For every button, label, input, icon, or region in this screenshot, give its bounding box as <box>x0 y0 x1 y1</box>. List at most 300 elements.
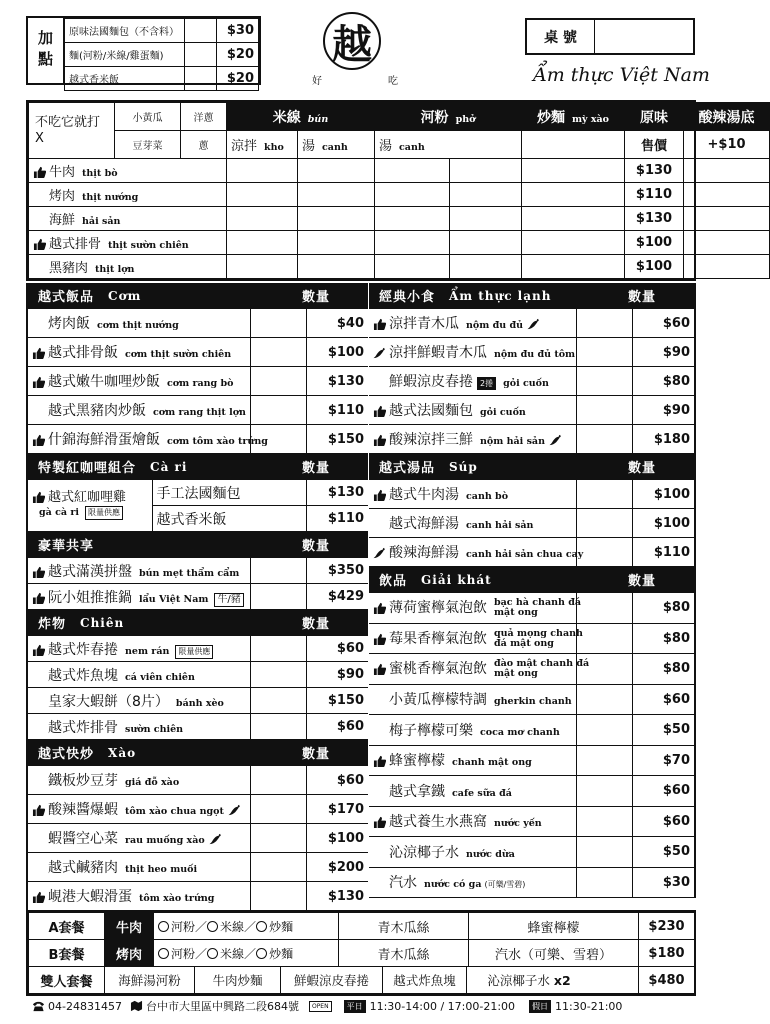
label: 限量供應 <box>85 506 123 520</box>
qty-cell[interactable] <box>576 509 632 538</box>
price: $130 <box>306 367 368 396</box>
label: 沁涼椰子水 <box>389 844 459 861</box>
noodle-qty-cell[interactable] <box>522 231 625 255</box>
label: 沁涼椰子水 <box>487 973 550 988</box>
menu-item <box>28 688 368 714</box>
vietnamese-name: canh bò <box>466 491 509 502</box>
qty-cell[interactable] <box>250 584 306 610</box>
cell <box>28 584 250 610</box>
price: $90 <box>632 338 694 367</box>
qty-cell[interactable] <box>576 367 632 396</box>
spicy-qty-cell[interactable] <box>684 255 770 279</box>
menu-item <box>28 714 368 740</box>
qty-cell[interactable] <box>250 309 306 338</box>
left-column <box>26 283 368 911</box>
qty-cell[interactable] <box>576 309 632 338</box>
thumbs-up-icon <box>373 633 386 645</box>
open-sign-icon: OPEN <box>309 1001 332 1012</box>
cell <box>28 853 250 882</box>
noodle-qty-cell[interactable] <box>375 255 450 279</box>
noodle-row <box>29 231 770 255</box>
label: 越式排骨飯 <box>48 345 118 361</box>
noodle-qty-cell[interactable] <box>522 183 625 207</box>
weekday-hours: 11:30-14:00 / 17:00-21:00 <box>369 999 516 1013</box>
vietnamese-name: nem rán <box>125 645 170 657</box>
col-bun: 米線 bún <box>227 103 375 131</box>
qty-cell[interactable] <box>576 538 632 567</box>
label: 越式法國麵包 <box>389 403 473 419</box>
cell: 河粉／ 米線／ 炒麵 <box>154 913 339 940</box>
qty-cell[interactable] <box>576 593 632 624</box>
label: 鮮蝦涼皮春捲 <box>389 374 473 390</box>
noodle-choice-circle[interactable] <box>256 948 267 959</box>
price: $80 <box>632 593 694 624</box>
cell <box>369 480 576 509</box>
label: 青木瓜絲 <box>339 940 469 967</box>
label: 炒麵 <box>269 919 294 934</box>
label: 小黃瓜檸檬特調 <box>389 692 487 709</box>
noodle-qty-cell[interactable] <box>450 183 522 207</box>
vietnamese-name: đào mật chanh đá <box>494 658 590 670</box>
noodle-qty-cell[interactable] <box>375 231 450 255</box>
cell <box>369 745 576 776</box>
addon-row <box>65 67 259 91</box>
chili-pepper-icon <box>549 434 562 446</box>
qty-cell[interactable] <box>250 824 306 853</box>
noodle-qty-cell[interactable] <box>450 159 522 183</box>
label: 越式排骨 <box>49 237 102 252</box>
noodle-price: $110 <box>625 183 684 207</box>
menu-item <box>369 309 694 338</box>
qty-label: 數量 <box>301 539 330 554</box>
vietnamese-name: giá đỗ xào <box>125 777 180 788</box>
qty-cell[interactable] <box>576 806 632 837</box>
noodle-qty-cell[interactable] <box>450 255 522 279</box>
price: $60 <box>632 309 694 338</box>
addon-price: $30 <box>217 19 259 43</box>
label: 酸辣醬爆蝦 <box>48 802 118 818</box>
qty-cell[interactable] <box>250 396 306 425</box>
label: 米線 <box>220 919 245 934</box>
qty-cell[interactable] <box>250 338 306 367</box>
price: $429 <box>306 584 368 610</box>
col-original: 原味 <box>625 103 684 131</box>
spicy-qty-cell[interactable] <box>684 183 770 207</box>
vietnamese-name: nộm hải sản <box>480 436 545 447</box>
vietnamese-name: tôm xào trứng <box>139 893 215 904</box>
thumbs-up-icon <box>373 602 386 614</box>
phone-number: 04-24831457 <box>48 999 122 1013</box>
label: 飲品 <box>379 574 408 589</box>
qty-cell[interactable] <box>250 766 306 795</box>
vietnamese-name: thịt bò <box>82 168 118 179</box>
veg-cucumber[interactable]: 小黃瓜 <box>115 103 181 131</box>
price: $60 <box>632 684 694 715</box>
label: 黑豬肉 <box>49 261 89 276</box>
cell <box>28 558 250 584</box>
label: 牛/豬 <box>214 593 243 607</box>
label: 蜜桃香檸氣泡飲 <box>389 661 487 678</box>
vietnamese-name: Súp <box>449 459 478 474</box>
cell <box>369 338 576 367</box>
set-meals <box>26 910 696 996</box>
label: 涼拌青木瓜 <box>389 316 459 332</box>
brand-name: Ẩm thực Việt Nam <box>533 64 710 86</box>
chili-pepper-icon <box>373 347 386 359</box>
qty-cell[interactable] <box>576 867 632 898</box>
qty-cell[interactable] <box>576 684 632 715</box>
menu-item <box>369 806 694 837</box>
cell <box>28 636 250 662</box>
vietnamese-name: đá mật ong <box>494 637 554 649</box>
menu-item <box>369 837 694 868</box>
price: $480 <box>639 967 695 994</box>
price: $110 <box>632 538 694 567</box>
rice-header <box>28 283 368 308</box>
label: 什錦海鮮滑蛋燴飯 <box>48 432 160 448</box>
noodle-grid <box>26 100 755 281</box>
label: gà cà ri <box>39 507 79 518</box>
price: $130 <box>306 882 368 911</box>
label: 河粉 <box>171 919 196 934</box>
price: $100 <box>632 509 694 538</box>
menu-item <box>28 396 368 425</box>
addon-row <box>65 43 259 67</box>
veg-onion[interactable]: 洋蔥 <box>181 103 227 131</box>
noodle-qty-cell[interactable] <box>227 231 298 255</box>
qty-cell[interactable] <box>250 688 306 714</box>
menu-item <box>369 338 694 367</box>
stirfry-header <box>28 740 368 765</box>
menu-item <box>369 867 694 898</box>
qty-cell[interactable] <box>576 776 632 807</box>
qty-cell[interactable] <box>250 367 306 396</box>
addon-price: $20 <box>217 43 259 67</box>
noodle-qty-cell[interactable] <box>450 231 522 255</box>
price: $90 <box>306 662 368 688</box>
label: 越式鹹豬肉 <box>48 860 118 876</box>
label: 海鮮湯河粉 <box>118 973 181 988</box>
label: 越式牛肉湯 <box>389 487 459 503</box>
qty-cell[interactable] <box>250 714 306 740</box>
price: $230 <box>639 913 695 940</box>
curry-option[interactable]: 越式香米飯 <box>152 506 306 532</box>
price: $110 <box>306 396 368 425</box>
table-number-box[interactable] <box>525 18 695 55</box>
set-row <box>29 913 695 940</box>
vietnamese-name: tôm xào chua ngọt <box>125 806 224 817</box>
label: 經典小食 <box>379 290 436 305</box>
vietnamese-name: mật ong <box>494 607 538 619</box>
menu-item <box>28 584 368 610</box>
label: 牛肉炒麵 <box>212 973 263 988</box>
qty-cell[interactable] <box>576 623 632 654</box>
price: $70 <box>632 745 694 776</box>
label: 越式炸春捲 <box>48 641 118 658</box>
cell <box>369 367 576 396</box>
noodle-choice-circle[interactable] <box>256 921 267 932</box>
price: $60 <box>306 766 368 795</box>
menu-item <box>28 636 368 662</box>
col-pho: 河粉 phở <box>375 103 522 131</box>
thumbs-up-icon <box>32 491 45 503</box>
qty-cell[interactable] <box>576 480 632 509</box>
noodle-qty-cell[interactable] <box>522 255 625 279</box>
curry-header <box>28 454 368 479</box>
price: $100 <box>306 338 368 367</box>
cell <box>369 715 576 746</box>
label: 酸辣海鮮湯 <box>389 545 459 561</box>
qty-label: 數量 <box>627 461 656 476</box>
menu-item <box>369 396 694 425</box>
cell <box>105 967 639 994</box>
addon-qty[interactable] <box>185 43 217 67</box>
cell <box>369 425 576 454</box>
spicy-qty-cell[interactable] <box>684 207 770 231</box>
cell <box>369 593 582 624</box>
label: 烤肉 <box>105 940 154 967</box>
qty-cell[interactable] <box>250 636 306 662</box>
noodle-choice-circle[interactable] <box>158 921 169 932</box>
snacks-header <box>369 283 694 308</box>
cell <box>29 159 227 183</box>
noodle-qty-cell[interactable] <box>522 207 625 231</box>
vietnamese-name: cá viên chiên <box>125 671 195 683</box>
addon-qty[interactable] <box>185 19 217 43</box>
cell <box>29 207 227 231</box>
thumbs-up-icon <box>32 347 45 359</box>
label: 酸辣涼拌三鮮 <box>389 432 473 448</box>
noodle-qty-cell[interactable] <box>522 159 625 183</box>
cell <box>28 882 250 911</box>
cell <box>28 338 250 367</box>
noodle-qty-cell[interactable] <box>375 183 450 207</box>
price: $80 <box>632 623 694 654</box>
addon-box <box>26 16 261 85</box>
label: 越式炸排骨 <box>48 719 118 736</box>
qty-cell[interactable] <box>250 795 306 824</box>
vietnamese-name: Giải khát <box>421 572 492 587</box>
vietnamese-name: chanh mật ong <box>452 757 532 769</box>
thumbs-up-icon <box>33 238 46 250</box>
cell <box>28 662 250 688</box>
noodle-row <box>29 183 770 207</box>
price: $180 <box>639 940 695 967</box>
weekday-label: 平日 <box>344 1000 366 1013</box>
deluxe-header <box>28 532 368 557</box>
label: 越式養生水燕窩 <box>389 814 487 831</box>
label: 米線 <box>220 946 245 961</box>
noodle-price: $100 <box>625 255 684 279</box>
vietnamese-name: cơm thịt sườn chiên <box>125 349 232 360</box>
menu-item <box>369 367 694 396</box>
cell <box>28 795 250 824</box>
thumbs-up-icon <box>373 489 386 501</box>
vietnamese-name: nước yến <box>494 818 542 830</box>
vietnamese-name: gỏi cuốn <box>503 378 549 389</box>
vietnamese-name: nước dừa <box>466 848 515 860</box>
vietnamese-name: thịt sườn chiên <box>108 240 189 251</box>
vietnamese-name: canh hải sản <box>466 520 534 531</box>
vietnamese-name: bạc hà chanh đá <box>494 597 582 609</box>
vietnamese-name: nộm đu đủ <box>466 320 524 331</box>
qty-cell[interactable] <box>576 837 632 868</box>
menu-item <box>369 684 694 715</box>
label: A套餐 <box>29 913 105 940</box>
spicy-qty-cell[interactable] <box>684 159 770 183</box>
qty-label: 數量 <box>301 747 330 762</box>
noodle-qty-cell[interactable] <box>227 159 298 183</box>
curry-option[interactable]: 手工法國麵包 <box>152 480 306 506</box>
qty-cell[interactable] <box>250 853 306 882</box>
cell <box>28 309 250 338</box>
label: 涼拌鮮蝦青木瓜 <box>389 345 487 361</box>
label: 越式海鮮湯 <box>389 516 459 532</box>
noodle-qty-cell[interactable] <box>375 159 450 183</box>
addon-qty[interactable] <box>185 67 217 91</box>
thumbs-up-icon <box>373 434 386 446</box>
label: 蜂蜜檸檬 <box>389 753 445 770</box>
noodle-qty-cell[interactable] <box>227 207 298 231</box>
thumbs-up-icon <box>32 804 45 816</box>
qty-label: 數量 <box>301 461 330 476</box>
thumbs-up-icon <box>33 166 46 178</box>
logo-left-char: 好 <box>312 76 322 87</box>
label: 越式炸魚塊 <box>393 973 456 988</box>
price: $50 <box>632 837 694 868</box>
qty-label: 數量 <box>627 574 656 589</box>
logo-char: 越 <box>323 12 381 70</box>
qty-cell[interactable] <box>576 338 632 367</box>
vietnamese-name: gỏi cuốn <box>480 407 526 418</box>
menu-item <box>28 558 368 584</box>
cell: 河粉／ 米線／ 炒麵 <box>154 940 339 967</box>
vietnamese-name: canh hải sản chua cay <box>466 549 584 560</box>
noodle-price: $130 <box>625 159 684 183</box>
qty-cell[interactable] <box>250 882 306 911</box>
vietnamese-name: cơm thịt nướng <box>97 320 179 331</box>
vietnamese-name: thịt nướng <box>82 192 139 203</box>
price: $90 <box>632 396 694 425</box>
vietnamese-name: lẩu Việt Nam <box>139 593 209 605</box>
veg-scallion[interactable]: 蔥 <box>181 131 227 159</box>
cell <box>369 396 576 425</box>
col-myxao: 炒麵 mỳ xào <box>522 103 625 131</box>
price: $60 <box>632 806 694 837</box>
price: $110 <box>306 506 368 532</box>
noodle-qty-cell[interactable] <box>227 255 298 279</box>
qty-cell[interactable] <box>576 396 632 425</box>
logo <box>322 12 382 92</box>
label: 青木瓜絲 <box>339 913 469 940</box>
label: 梅子檸檬可樂 <box>389 722 473 739</box>
vietnamese-name: gherkin chanh <box>494 696 572 708</box>
menu-item <box>369 654 694 685</box>
veg-bean-sprout[interactable]: 豆芽菜 <box>115 131 181 159</box>
menu-item <box>369 480 694 509</box>
menu-item <box>369 593 694 624</box>
qty-cell[interactable] <box>250 662 306 688</box>
cell <box>28 480 152 532</box>
menu-item <box>28 766 368 795</box>
price: $60 <box>306 714 368 740</box>
price: $350 <box>306 558 368 584</box>
label: 越式飯品 <box>38 290 95 305</box>
addon-name: 原味法國麵包（不含料） <box>65 19 185 43</box>
noodle-choice-circle[interactable] <box>207 948 218 959</box>
noodle-qty-cell[interactable] <box>298 231 375 255</box>
vietnamese-name: Chiên <box>80 615 125 630</box>
spicy-extra: +$10 <box>684 131 770 159</box>
addon-name: 麵(河粉/米線/雞蛋麵) <box>65 43 185 67</box>
label: 河粉 <box>171 946 196 961</box>
cell <box>29 231 227 255</box>
qty-cell[interactable] <box>250 558 306 584</box>
label: 阮小姐推推鍋 <box>48 589 132 606</box>
chili-pepper-icon <box>209 833 222 845</box>
chili-pepper-icon <box>527 318 540 330</box>
noodle-choice-circle[interactable] <box>158 948 169 959</box>
noodle-qty-cell[interactable] <box>298 183 375 207</box>
price-label: 售價 <box>625 131 684 159</box>
vietnamese-name: cơm rang thịt lợn <box>153 407 246 418</box>
qty-cell[interactable] <box>576 715 632 746</box>
qty-cell[interactable] <box>576 745 632 776</box>
sub-col-pho-canh: 湯 canh <box>375 131 522 159</box>
noodle-qty-cell[interactable] <box>375 207 450 231</box>
menu-item <box>28 338 368 367</box>
noodle-choice-circle[interactable] <box>207 921 218 932</box>
menu-item <box>369 538 694 567</box>
vietnamese-name: cơm tôm xào trứng <box>167 436 268 447</box>
menu-item <box>28 309 368 338</box>
cell <box>28 714 250 740</box>
table-number-label: 桌 號 <box>527 20 595 53</box>
label: 雙人套餐 <box>29 967 105 994</box>
label: 越式快炒 <box>38 747 95 762</box>
noodle-qty-cell[interactable] <box>298 255 375 279</box>
label: 鐵板炒豆芽 <box>48 773 118 789</box>
cell <box>369 776 576 807</box>
vietnamese-name: (可樂/雪碧) <box>484 880 526 890</box>
spicy-qty-cell[interactable] <box>684 231 770 255</box>
noodle-qty-cell[interactable] <box>298 159 375 183</box>
label: 越式嫩牛咖哩炒飯 <box>48 374 160 390</box>
cell <box>28 688 250 714</box>
label: 海鮮 <box>49 213 76 228</box>
label: 限量供應 <box>175 645 213 659</box>
noodle-qty-cell[interactable] <box>450 207 522 231</box>
double-set-row <box>29 967 695 994</box>
thumbs-up-icon <box>32 644 45 656</box>
drinks-header <box>369 567 694 592</box>
price: $130 <box>306 480 368 506</box>
label: 汽水（可樂、雪碧） <box>469 940 639 967</box>
vietnamese-name: Cơm <box>108 288 142 303</box>
qty-cell[interactable] <box>576 425 632 454</box>
thumbs-up-icon <box>373 318 386 330</box>
vietnamese-name: mật ong <box>494 668 538 680</box>
noodle-qty-cell[interactable] <box>227 183 298 207</box>
noodle-qty-cell[interactable] <box>298 207 375 231</box>
label: 越式湯品 <box>379 461 436 476</box>
cell <box>369 837 576 868</box>
thumbs-up-icon <box>32 566 45 578</box>
qty-label: x2 <box>553 972 571 988</box>
label: 炒麵 <box>269 946 294 961</box>
label: 越式炸魚塊 <box>48 667 118 684</box>
menu-item <box>369 745 694 776</box>
